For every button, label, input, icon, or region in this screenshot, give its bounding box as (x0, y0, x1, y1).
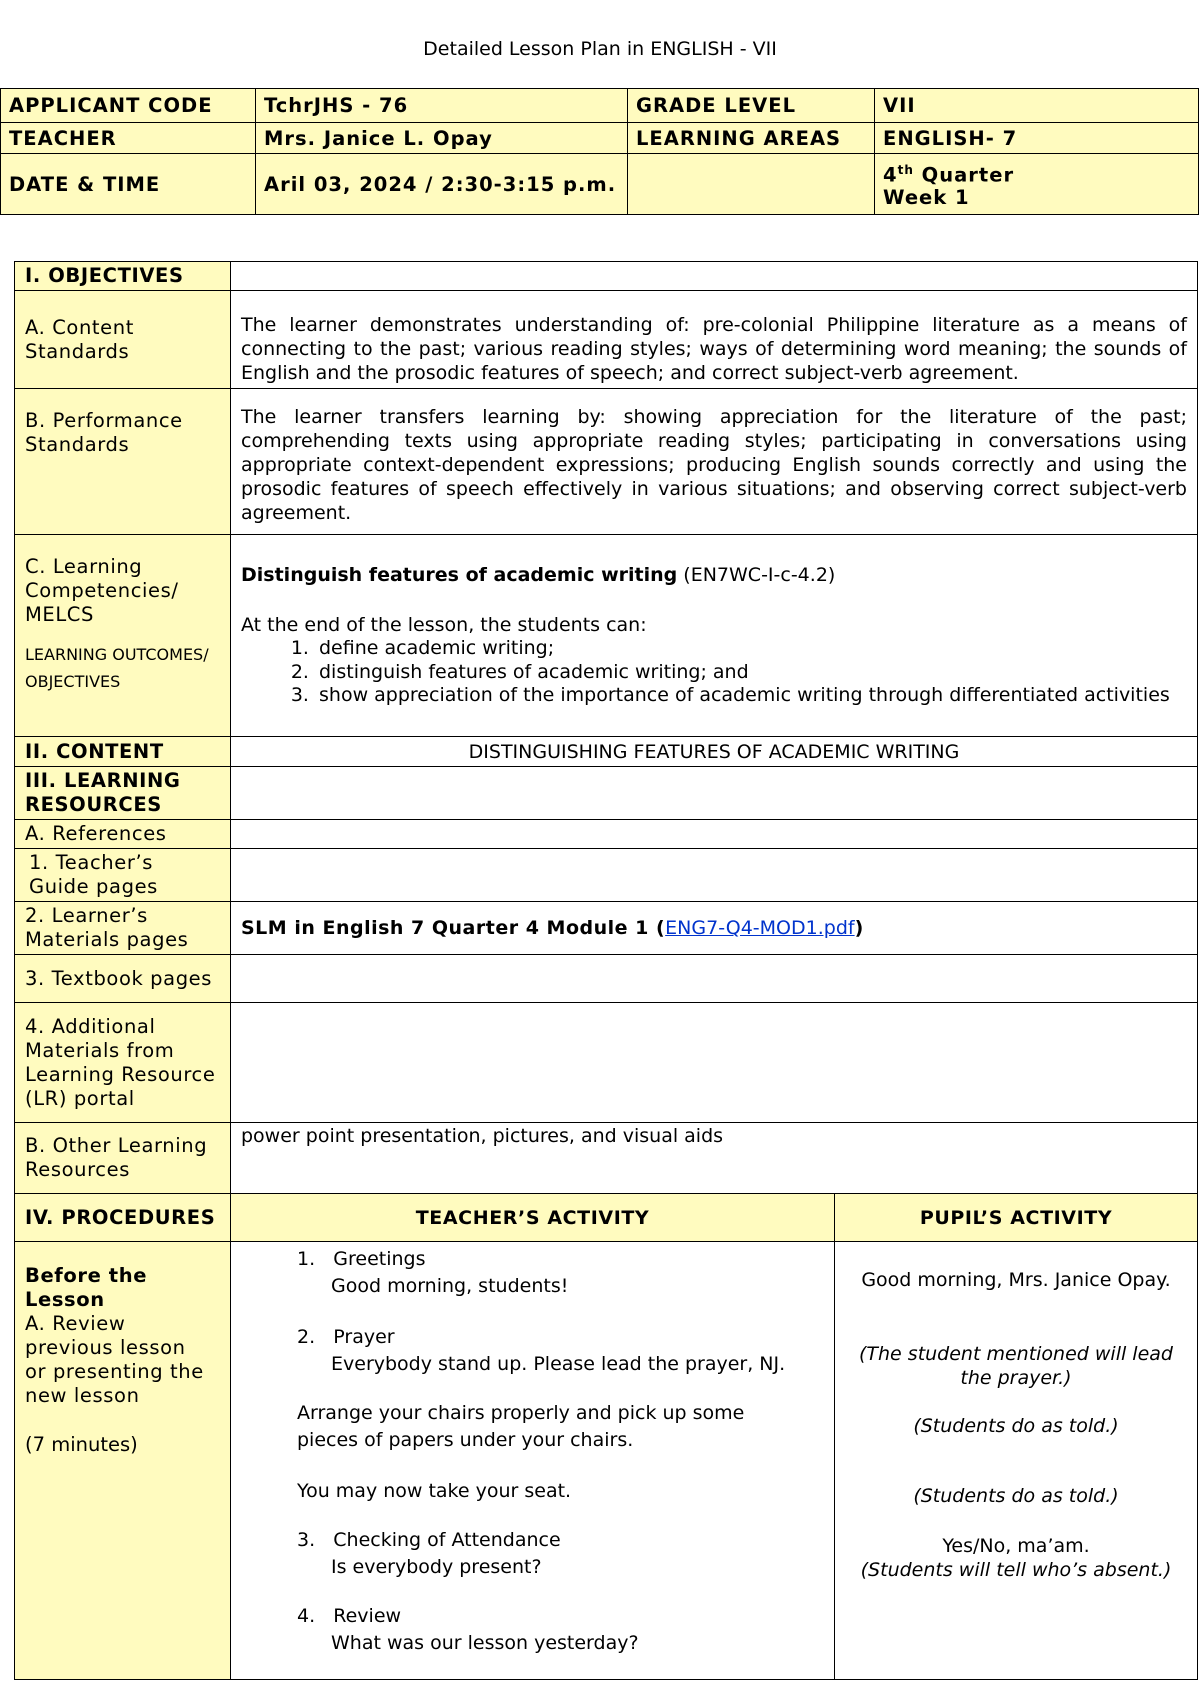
quarter-number: 4 (883, 163, 898, 187)
competencies-cell (15, 535, 231, 737)
prayer-line: Everybody stand up. Please lead the prayer, NJ. (331, 1353, 786, 1375)
empty-header-cell (628, 154, 875, 215)
references-label: A. References (15, 820, 231, 849)
date-time-value: Aril 03, 2024 / 2:30-3:15 p.m. (256, 154, 628, 215)
performance-standards-text: The learner transfers learning by: showing appreciation for the literature of the past; comprehending texts using appropriate reading styles; participating in conversations using appropriate context-dependent expressions; producing English sounds correctly and using the prosodic features of speech effectively in various situations; and observing correct subject-verb agreement. (231, 389, 1198, 535)
prayer-title: Prayer (333, 1326, 395, 1348)
competencies-content (231, 535, 1198, 737)
objective-item: 2. distinguish features of academic writing; and (315, 661, 1187, 685)
teachers-guide-empty (231, 849, 1198, 902)
module-pdf-link[interactable]: ENG7-Q4-MOD1.pdf (665, 917, 855, 939)
pupil-activity-header: PUPIL’S ACTIVITY (835, 1194, 1198, 1242)
quarter-word: Quarter (921, 163, 1015, 187)
greetings-item (241, 1246, 824, 1273)
other-resources-label: B. Other Learning Resources (15, 1123, 231, 1194)
objectives-heading: I. OBJECTIVES (15, 262, 231, 291)
content-value: DISTINGUISHING FEATURES OF ACADEMIC WRITING (231, 737, 1198, 767)
grade-level-value: VII (875, 89, 1199, 123)
seat-line: You may now take your seat. (297, 1480, 572, 1502)
objective-item: 1. define academic writing; (315, 637, 1187, 661)
learners-materials-close: ) (854, 917, 864, 939)
lesson-plan-table (14, 261, 1198, 1680)
greetings-title: Greetings (333, 1248, 426, 1270)
objectives-intro: At the end of the lesson, the students can: (241, 614, 647, 636)
additional-materials-empty (231, 1003, 1198, 1123)
references-empty (231, 820, 1198, 849)
pupil-told-1: (Students do as told.) (913, 1415, 1119, 1437)
review-title: Review (333, 1605, 402, 1627)
teachers-guide-label: 1. Teacher’s Guide pages (15, 849, 231, 902)
review-number: 4. (297, 1605, 316, 1627)
learning-areas-value: ENGLISH- 7 (875, 123, 1199, 154)
competencies-label: C. Learning Competencies/ MELCS (25, 555, 179, 626)
objective-item: 3. show appreciation of the importance of academic writing through differentiated activities (315, 684, 1187, 708)
objectives-empty (231, 262, 1198, 291)
review-item (241, 1603, 824, 1630)
quarter-cell (875, 154, 1199, 215)
pupil-greeting: Good morning, Mrs. Janice Opay. (861, 1269, 1171, 1291)
review-previous-label: A. Review previous lesson or presenting the new lesson (25, 1312, 204, 1407)
grade-level-label: GRADE LEVEL (628, 89, 875, 123)
objectives-list (241, 637, 1187, 708)
greetings-line: Good morning, students! (331, 1275, 569, 1297)
teacher-value: Mrs. Janice L. Opay (256, 123, 628, 154)
date-time-label: DATE & TIME (1, 154, 256, 215)
competency-title: Distinguish features of academic writing (241, 564, 678, 586)
outcomes-label: LEARNING OUTCOMES/OBJECTIVES (25, 645, 209, 691)
performance-standards-label: B. Performance Standards (15, 389, 231, 535)
procedures-heading: IV. PROCEDURES (15, 1194, 231, 1242)
pupil-absent: (Students will tell who’s absent.) (860, 1559, 1172, 1581)
attendance-number: 3. (297, 1529, 316, 1551)
resources-empty (231, 767, 1198, 820)
pupil-activity-content (835, 1242, 1198, 1680)
greetings-number: 1. (297, 1248, 316, 1270)
learners-materials-label: 2. Learner’s Materials pages (15, 902, 231, 955)
content-heading: II. CONTENT (15, 737, 231, 767)
learners-materials-value (231, 902, 1198, 955)
applicant-code-value: TchrJHS - 76 (256, 89, 628, 123)
learning-areas-label: LEARNING AREAS (628, 123, 875, 154)
pupil-prayer: (The student mentioned will lead the prayer.) (859, 1343, 1173, 1389)
pupil-yes-no: Yes/No, ma’am. (942, 1535, 1090, 1557)
before-lesson-label: Before the Lesson (25, 1264, 148, 1311)
attendance-title: Checking of Attendance (333, 1529, 561, 1551)
teacher-activity-header: TEACHER’S ACTIVITY (231, 1194, 835, 1242)
pupil-told-2: (Students do as told.) (913, 1485, 1119, 1507)
content-standards-label: A. Content Standards (15, 291, 231, 389)
additional-materials-label: 4. Additional Materials from Learning Resource (LR) portal (15, 1003, 231, 1123)
textbook-label: 3. Textbook pages (15, 955, 231, 1003)
prayer-item (241, 1324, 824, 1351)
learners-materials-text: SLM in English 7 Quarter 4 Module 1 ( (241, 917, 666, 939)
applicant-code-label: APPLICANT CODE (1, 89, 256, 123)
review-line: What was our lesson yesterday? (331, 1632, 639, 1654)
prayer-number: 2. (297, 1326, 316, 1348)
competency-code: (EN7WC-I-c-4.2) (683, 564, 836, 586)
other-resources-value: power point presentation, pictures, and visual aids (231, 1123, 1198, 1194)
textbook-empty (231, 955, 1198, 1003)
before-lesson-cell (15, 1242, 231, 1680)
attendance-item (241, 1527, 824, 1554)
resources-heading: III. LEARNING RESOURCES (15, 767, 231, 820)
week-label: Week 1 (883, 185, 970, 209)
attendance-line: Is everybody present? (331, 1556, 542, 1578)
teacher-activity-content (231, 1242, 835, 1680)
minutes-label: (7 minutes) (25, 1433, 138, 1456)
arrange-line: Arrange your chairs properly and pick up some pieces of papers under your chairs. (297, 1402, 745, 1451)
header-table (0, 88, 1199, 215)
content-standards-text: The learner demonstrates understanding of: pre-colonial Philippine literature as a means of connecting to the past; various reading styles; ways of determining word meaning; the sounds of English and the prosodic features of speech; and correct subject-verb agreement. (231, 291, 1198, 389)
quarter-suffix: th (897, 163, 914, 178)
teacher-label: TEACHER (1, 123, 256, 154)
page-title: Detailed Lesson Plan in ENGLISH - VII (423, 38, 777, 60)
